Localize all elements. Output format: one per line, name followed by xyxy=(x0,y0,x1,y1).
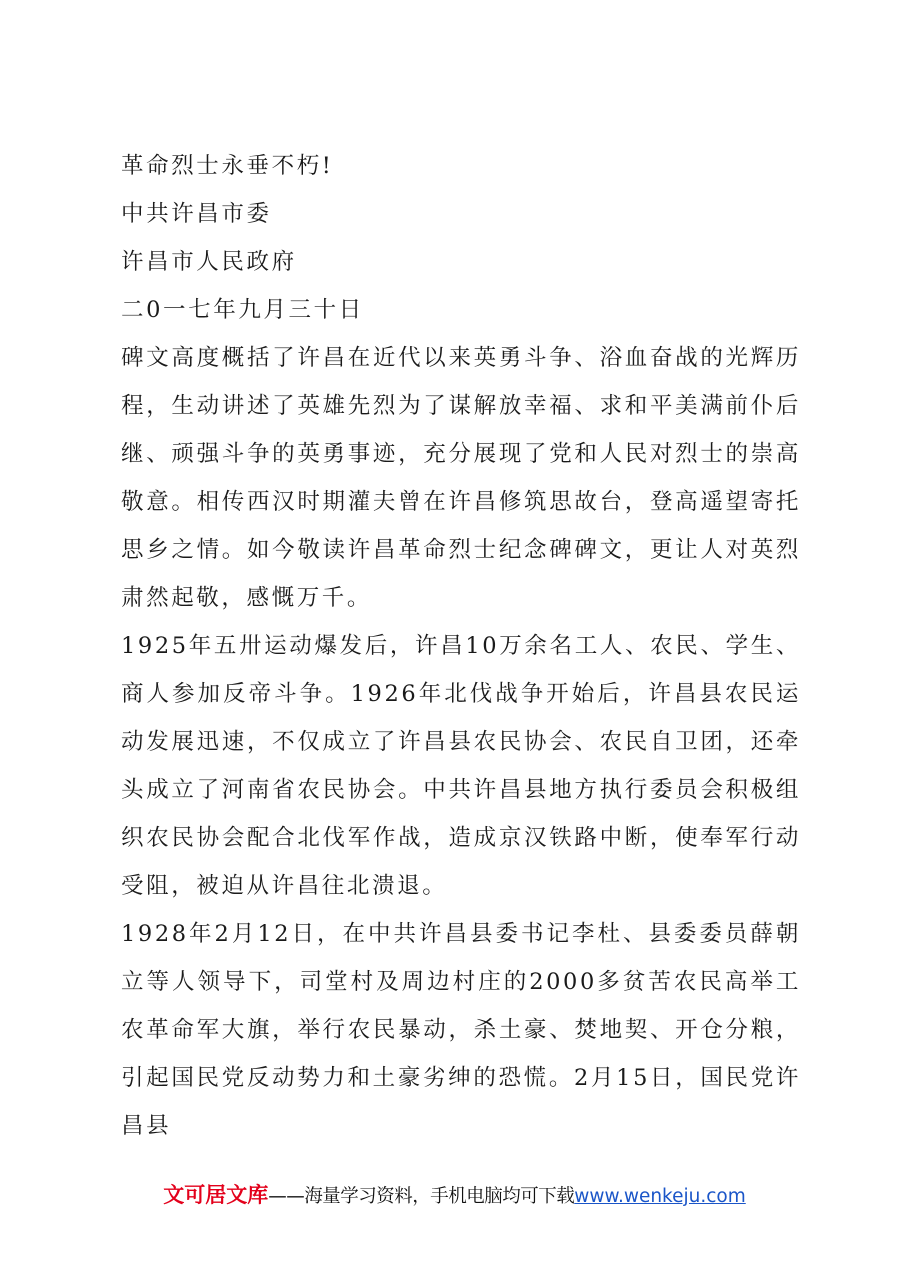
signatory-government: 许昌市人民政府 xyxy=(121,249,297,275)
footer-brand: 文可居文库 xyxy=(163,1183,269,1207)
paragraph-inscription-summary: 碑文高度概括了许昌在近代以来英勇斗争、浴血奋战的光辉历程，生动讲述了英雄先烈为了谋解放幸福、求和平美满前仆后继、顽强斗争的英勇事迹，充分展现了党和人民对烈士的崇高敬意。相传西汉时期灌夫曾在许昌修筑思故台，登高遥望寄托思乡之情。如今敬读许昌革命烈士纪念碑碑文，更让人对英烈肃然起敬，感慨万千。 xyxy=(121,345,801,611)
paragraph-1925-movement: 1925年五卅运动爆发后，许昌10万余名工人、农民、学生、商人参加反帝斗争。1926年北伐战争开始后，许昌县农民运动发展迅速，不仅成立了许昌县农民协会、农民自卫团，还牵头成立了河南省农民协会。中共许昌县地方执行委员会积极组织农民协会配合北伐军作战，造成京汉铁路中断，使奉军行动受阻，被迫从许昌往北溃退。 xyxy=(121,633,801,899)
signatory-party-committee: 中共许昌市委 xyxy=(121,201,272,227)
footer-banner xyxy=(0,1180,909,1212)
document-body xyxy=(121,142,801,1150)
footer-tagline: ——海量学习资料，手机电脑均可下载 xyxy=(268,1186,575,1207)
slogan-line: 革命烈士永垂不朽! xyxy=(121,153,334,179)
footer-link[interactable]: www.wenkeju.com xyxy=(574,1186,746,1207)
paragraph-1928-uprising: 1928年2月12日，在中共许昌县委书记李杜、县委委员薛朝立等人领导下，司堂村及周边村庄的2000多贫苦农民高举工农革命军大旗，举行农民暴动，杀土豪、焚地契、开仓分粮，引起国民党反动势力和土豪劣绅的恐慌。2月15日，国民党许昌县 xyxy=(121,921,801,1139)
date-line: 二0一七年九月三十日 xyxy=(121,297,364,323)
